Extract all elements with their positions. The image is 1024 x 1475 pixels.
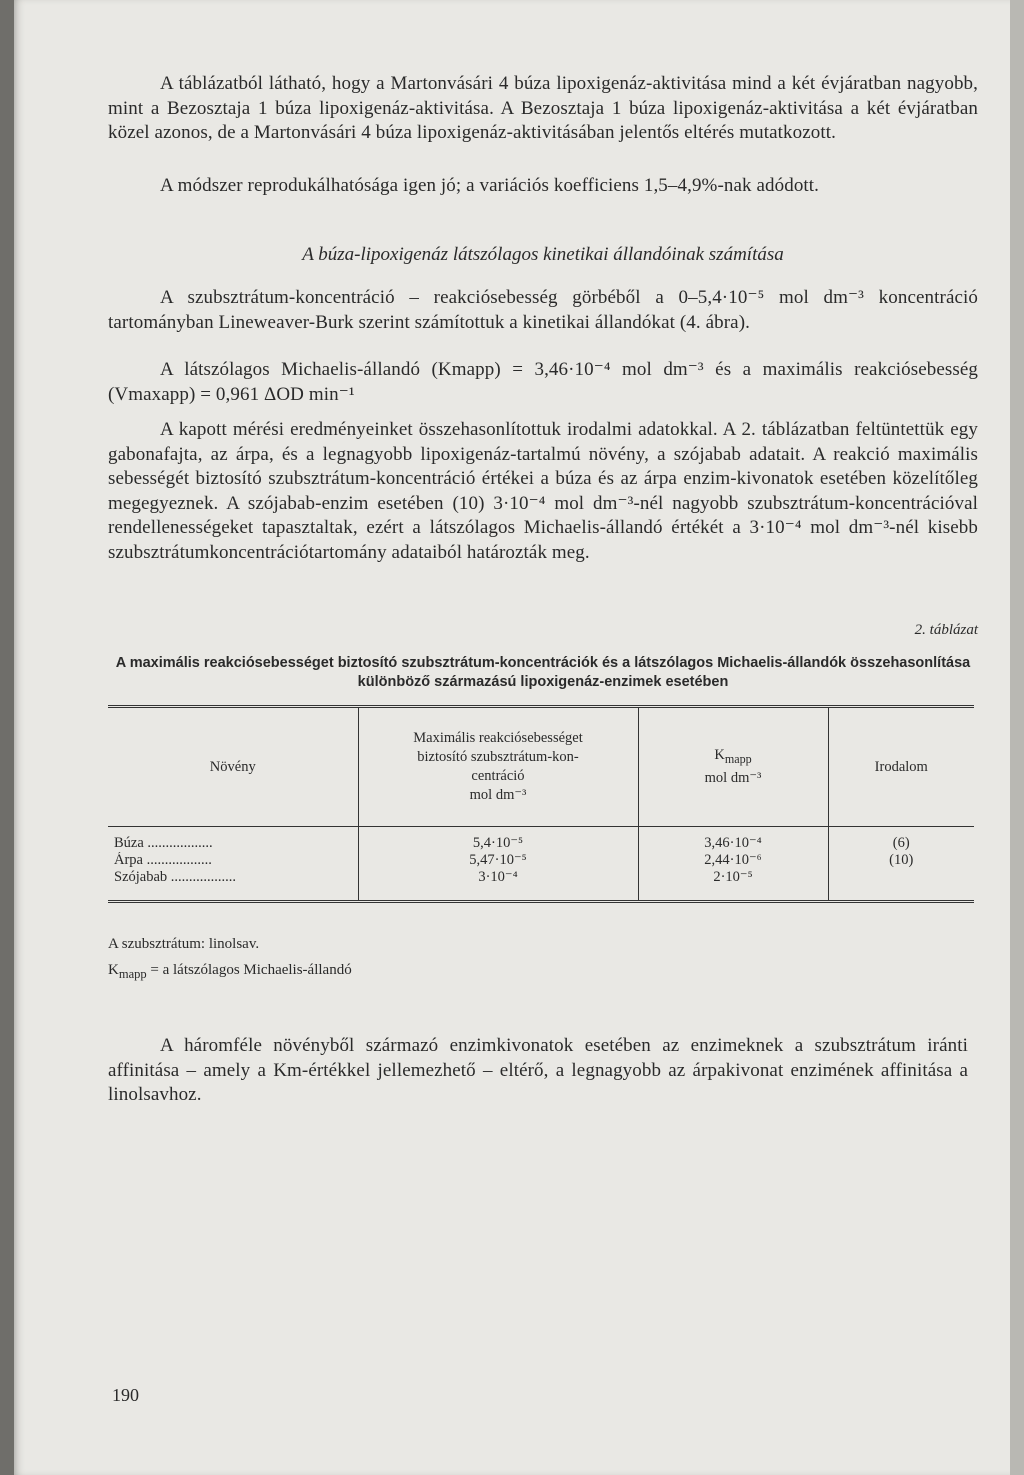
paragraph-2: A módszer reprodukálhatósága igen jó; a variációs koefficiens 1,5–4,9%-nak adódott. [160,175,820,196]
footnote-km: $K_{mapp} = a$ látszólagos Michaelis-állandó [108,962,352,981]
paragraph-3: A szubsztrátum-koncentráció – reakciósebesség görbéből a 0–5,4·10⁻⁵ mol dm⁻³ koncentráció tartományban Lineweaver-Burk szerint számítottuk a kinetikai állandókat (4. ábra). [108,287,978,333]
header-km: $K_{mapp}$ mol dm⁻³ [638,707,828,827]
table-caption: A maximális reakciósebességet biztosító szubsztrátum-koncentrációk és a látszólagos Michaelis-állandók összehasonlítása különböző származású lipoxigenáz-enzimek esetében [115,655,971,690]
cell-conc-szojabab: 3·10⁻⁴ [478,869,518,885]
table-number: 2. táblázat [914,622,978,638]
row-plant-buza: Búza .................. [114,835,213,851]
header-plant: Növény [108,707,358,827]
cell-km-arpa: 2,44·10⁻⁶ [704,852,762,868]
reference-column [828,827,974,902]
paragraph-1: A táblázatból látható, hogy a Martonvásári 4 búza lipoxigenáz-aktivitása mind a két évjáratban nagyobb, mint a Bezosztaja 1 búza lipoxigenáz-aktivitása. A Bezosztaja 1 búza lipoxigenáz-aktivitása a két évjáratban közel azonos, de a Martonvásári 4 búza lipoxigenáz-aktivitásában jelentős eltérés mutatkozott. [108,73,978,143]
comparison-table [108,705,974,903]
km-column [638,827,828,902]
section-heading: A búza-lipoxigenáz látszólagos kinetikai állandóinak számítása [302,244,784,265]
row-plant-szojabab: Szójabab .................. [114,869,237,885]
page-edge-left [0,0,14,1475]
cell-km-buza: 3,46·10⁻⁴ [704,835,762,851]
cell-ref-szojabab: (10) [889,852,914,868]
paragraph-6: A háromféle növényből származó enzimkivonatok esetében az enzimeknek a szubsztrátum iránti affinitása – amely a Km-értékkel jellemezhető – eltérő, a legnagyobb az árpakivonat enzimének affinitása a linolsavhoz. [108,1035,968,1105]
cell-conc-buza: 5,4·10⁻⁵ [472,835,524,851]
header-reference: Irodalom [828,707,974,827]
plant-column [108,827,358,902]
cell-ref-arpa: (6) [892,835,910,851]
footnote-substrate: A szubsztrátum: linolsav. [108,936,260,952]
paragraph-4: A látszólagos Michaelis-állandó (Kmapp) = 3,46·10⁻⁴ mol dm⁻³ és a maximális reakciósebesség (Vmaxapp) = 0,961 ΔOD min⁻¹ [108,359,978,405]
paragraph-5: A kapott mérési eredményeinket összehasonlítottuk irodalmi adatokkal. A 2. táblázatban feltüntettük egy gabonafajta, az árpa, és a legnagyobb lipoxigenáz-tartalmú növény, a szójabab adatait. A reakció maximális sebességét biztosító szubsztrátum-koncentráció értékei a búza és az árpa enzim-kivonatok esetében közelítőleg megegyeznek. A szójabab-enzim esetében (10) 3·10⁻⁴ mol dm⁻³-nél nagyobb szubsztrátum-koncentrációval rendellenességeket tapasztaltak, ezért a látszólagos Michaelis-állandó értékét a 3·10⁻⁴ mol dm⁻³-nél kisebb szubsztrátumkoncentrációtartomány adataiból határozták meg. [108,419,978,563]
row-plant-arpa: Árpa .................. [114,852,212,868]
header-concentration: Maximális reakciósebességet biztosító szubsztrátum-kon- centráció mol dm⁻³ [358,707,638,827]
concentration-column [358,827,638,902]
page-edge-right [1010,0,1024,1475]
cell-km-szojabab: 2·10⁻⁵ [713,869,753,885]
cell-conc-arpa: 5,47·10⁻⁵ [469,852,527,868]
page-number: 190 [112,1385,139,1405]
